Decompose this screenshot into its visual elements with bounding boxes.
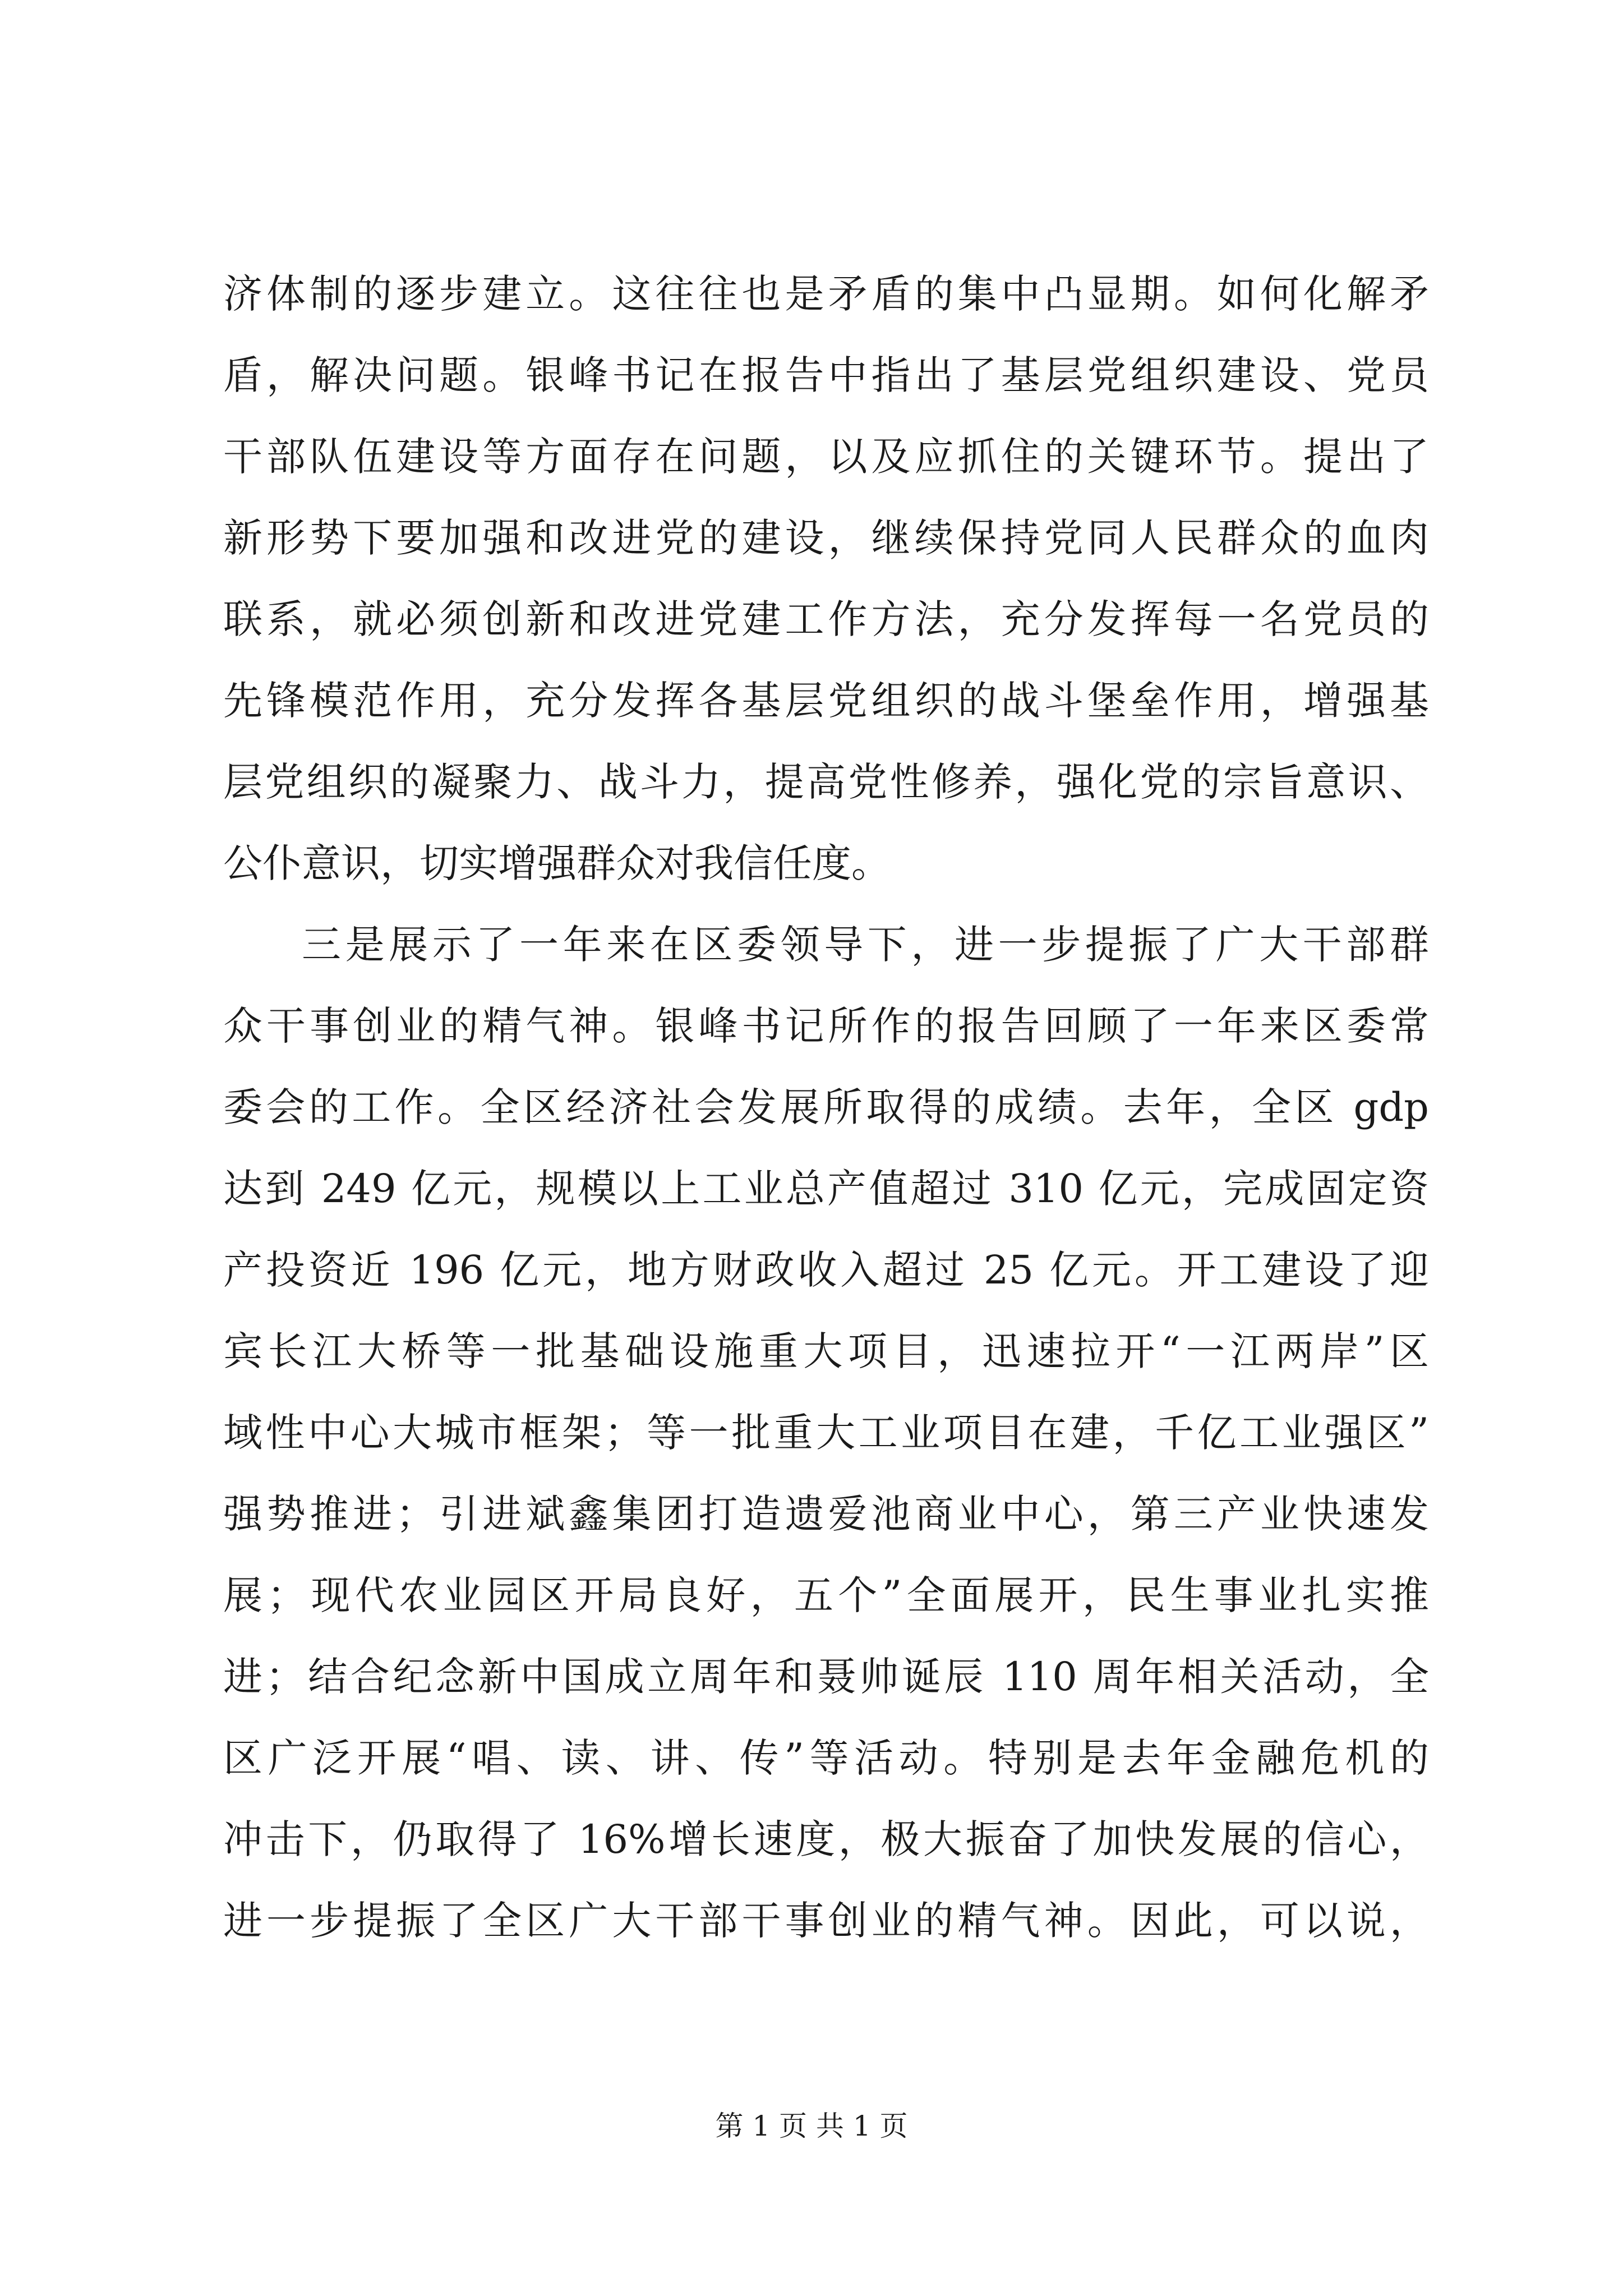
text-line: 新形势下要加强和改进党的建设，继续保持党同人民群众的血肉: [223, 515, 1429, 561]
text-line: 达到 249 亿元，规模以上工业总产值超过 310 亿元，完成固定资: [223, 1166, 1429, 1212]
text-line: 进一步提振了全区广大干部干事创业的精气神。因此，可以说，: [223, 1898, 1429, 1944]
text-line: 公仆意识，切实增强群众对我信任度。: [223, 840, 891, 886]
text-line: 盾，解决问题。银峰书记在报告中指出了基层党组织建设、党员: [223, 352, 1429, 398]
text-line: 域性中心大城市框架；等一批重大工业项目在建，千亿工业强区”: [223, 1410, 1429, 1456]
body-text: [223, 254, 1429, 1962]
text-line: 宾长江大桥等一批基础设施重大项目，迅速拉开“一江两岸”区: [223, 1328, 1429, 1374]
text-line: 层党组织的凝聚力、战斗力，提高党性修养，强化党的宗旨意识、: [223, 759, 1429, 805]
paragraph-first-line: 三是展示了一年来在区委领导下，进一步提振了广大干部群: [302, 922, 1429, 968]
text-line: 济体制的逐步建立。这往往也是矛盾的集中凸显期。如何化解矛: [223, 271, 1429, 317]
text-line: 联系，就必须创新和改进党建工作方法，充分发挥每一名党员的: [223, 596, 1429, 642]
text-line: 委会的工作。全区经济社会发展所取得的成绩。去年，全区 gdp: [223, 1084, 1429, 1130]
text-line: 展；现代农业园区开局良好，五个”全面展开，民生事业扎实推: [223, 1572, 1429, 1618]
text-line: 先锋模范作用，充分发挥各基层党组织的战斗堡垒作用，增强基: [223, 678, 1429, 724]
text-line: 干部队伍建设等方面存在问题，以及应抓住的关键环节。提出了: [223, 434, 1429, 480]
text-line: 产投资近 196 亿元，地方财政收入超过 25 亿元。开工建设了迎: [223, 1247, 1429, 1293]
text-line: 区广泛开展“唱、读、讲、传”等活动。特别是去年金融危机的: [223, 1735, 1429, 1781]
text-line: 进；结合纪念新中国成立周年和聂帅诞辰 110 周年相关活动，全: [223, 1654, 1429, 1700]
text-line: 强势推进；引进斌鑫集团打造遗爱池商业中心，第三产业快速发: [223, 1491, 1429, 1537]
text-line: 冲击下，仍取得了 16%增长速度，极大振奋了加快发展的信心，: [223, 1816, 1429, 1862]
text-line: 众干事创业的精气神。银峰书记所作的报告回顾了一年来区委常: [223, 1003, 1429, 1049]
page-footer: 第 1 页 共 1 页: [715, 2110, 908, 2142]
